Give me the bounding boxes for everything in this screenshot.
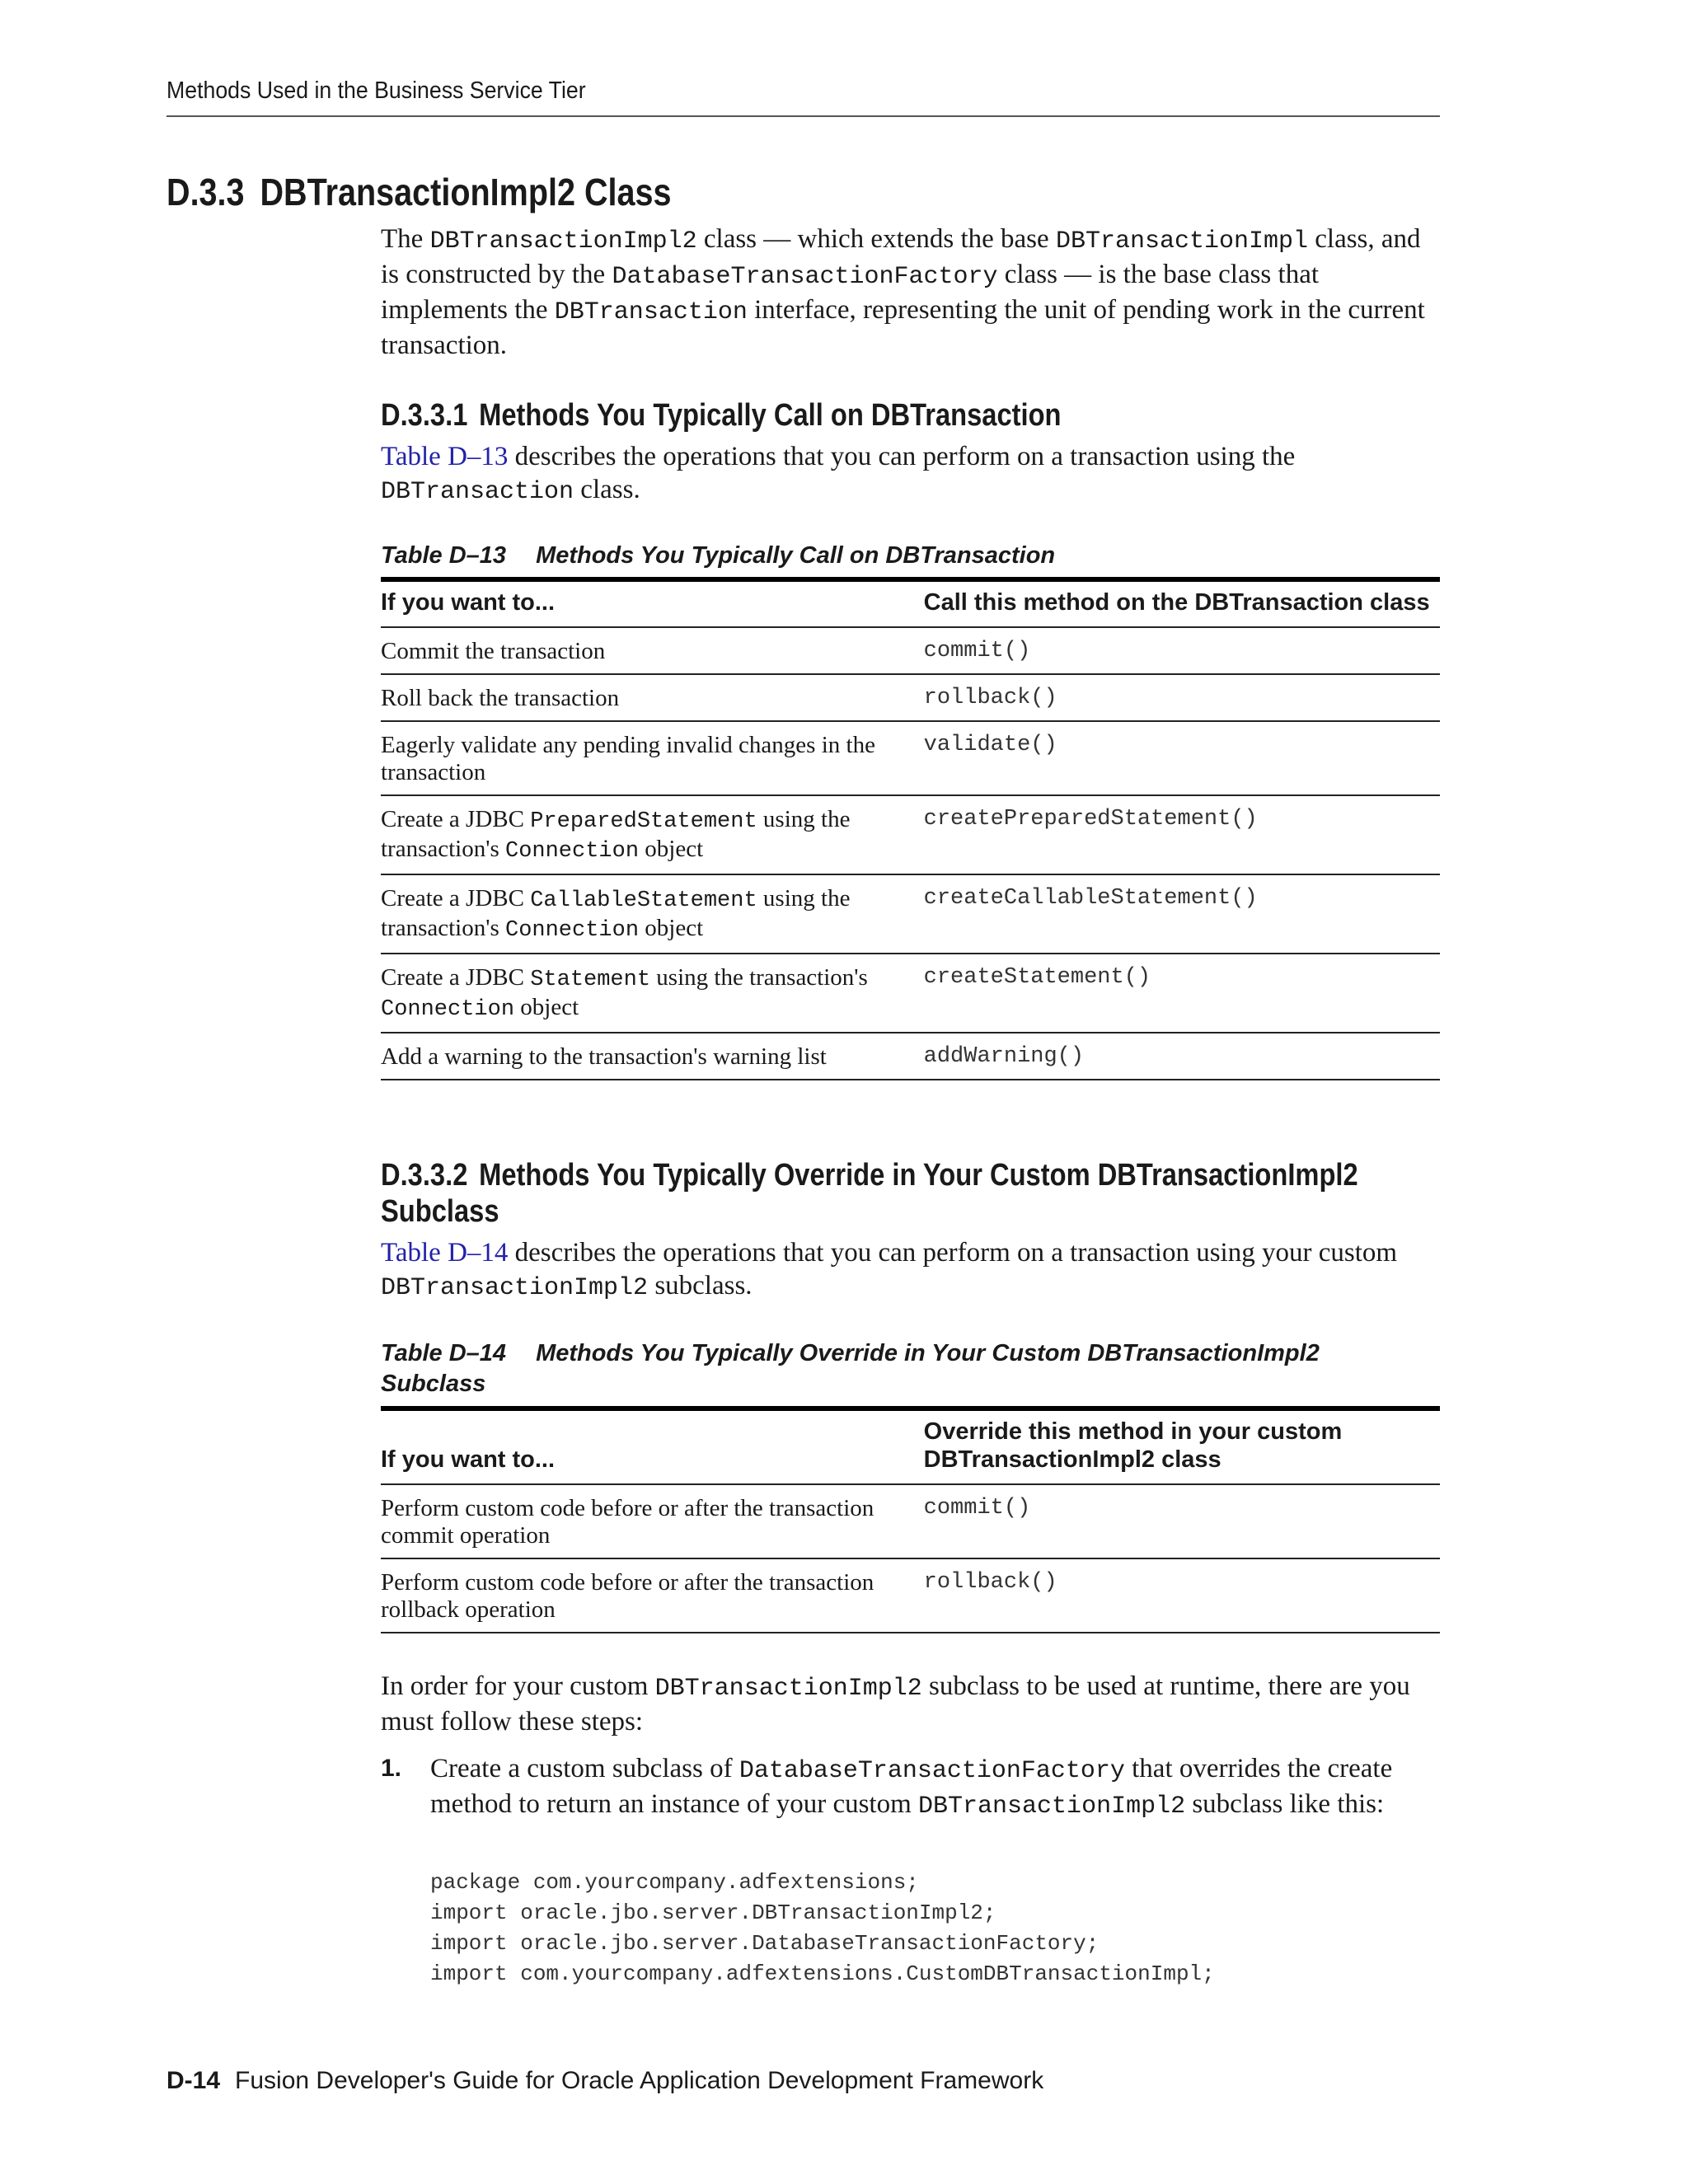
table-row: Create a JDBC CallableStatement using the transaction's Connection object createCallableStatement() [381,874,1440,954]
book-title: Fusion Developer's Guide for Oracle Application Development Framework [235,2067,1044,2094]
table-d14-col2-header: Override this method in your custom DBTransactionImpl2 class [924,1408,1440,1484]
section-intro-paragraph: The DBTransactionImpl2 class — which extends the base DBTransactionImpl class, and is constructed by the DatabaseTransactionFactory class — is the base class that implements the DBTransaction interface, representing the unit of pending work in the current transaction. [381,224,1425,360]
subsection-heading-2: D.3.3.2 Methods You Typically Override in Your Custom DBTransactionImpl2 Subclass [381,1158,1358,1229]
table-d13-link[interactable]: Table D–13 [381,442,509,471]
step-number: 1. [381,1755,402,1782]
section-title: DBTransactionImpl2 Class [260,171,672,213]
table-row: Roll back the transaction rollback() [381,674,1440,721]
table-row: Commit the transaction commit() [381,627,1440,674]
code-line: import com.yourcompany.adfextensions.CustomDBTransactionImpl; [430,1961,1215,1986]
subsection-1-paragraph: Table D–13 describes the operations that you can perform on a transaction using the DBTransaction class. [381,442,1296,506]
table-row: Create a JDBC Statement using the transaction's Connection object createStatement() [381,954,1440,1033]
table-d13-col2-header: Call this method on the DBTransaction class [924,579,1440,627]
table-d14-col1-header: If you want to... [381,1408,924,1484]
table-row: Add a warning to the transaction's warning list addWarning() [381,1033,1440,1080]
table-d14 [381,1406,1440,1633]
table-d13 [381,577,1440,1080]
table-row: Eagerly validate any pending invalid changes in the transaction validate() [381,721,1440,795]
closing-paragraph: In order for your custom DBTransactionImpl2 subclass to be used at runtime, there are you must follow these steps: [381,1671,1410,1736]
table-d13-caption: Table D–13 Methods You Typically Call on DBTransaction [381,542,1056,569]
code-line: import oracle.jbo.server.DBTransactionImpl2; [430,1900,996,1925]
step-text: Create a custom subclass of DatabaseTransactionFactory that overrides the create method to return an instance of your custom DBTransactionImpl2 subclass like this: [430,1754,1393,1821]
code-block [430,1868,1215,1990]
code-line: import oracle.jbo.server.DatabaseTransactionFactory; [430,1931,1100,1956]
running-header: Methods Used in the Business Service Tier [166,77,586,104]
page-number: D-14 [166,2067,221,2094]
table-d14-link[interactable]: Table D–14 [381,1238,509,1268]
section-heading [166,170,672,214]
header-rule [166,115,1440,117]
section-number: D.3.3 [166,171,245,213]
table-row: Perform custom code before or after the transaction commit operation commit() [381,1484,1440,1558]
table-row: Perform custom code before or after the transaction rollback operation rollback() [381,1558,1440,1633]
page-footer [166,2067,1043,2095]
code-line: package com.yourcompany.adfextensions; [430,1870,919,1895]
subsection-2-paragraph: Table D–14 describes the operations that you can perform on a transaction using your custom DBTransactionImpl2 subclass. [381,1238,1398,1302]
table-row: Create a JDBC PreparedStatement using the transaction's Connection object createPreparedStatement() [381,795,1440,874]
subsection-heading-1: D.3.3.1 Methods You Typically Call on DBTransaction [381,398,1062,433]
list-item [381,1752,1444,1823]
table-d14-caption: Table D–14 Methods You Typically Override in Your Custom DBTransactionImpl2 Subclass [381,1340,1320,1397]
table-d13-col1-header: If you want to... [381,579,924,627]
